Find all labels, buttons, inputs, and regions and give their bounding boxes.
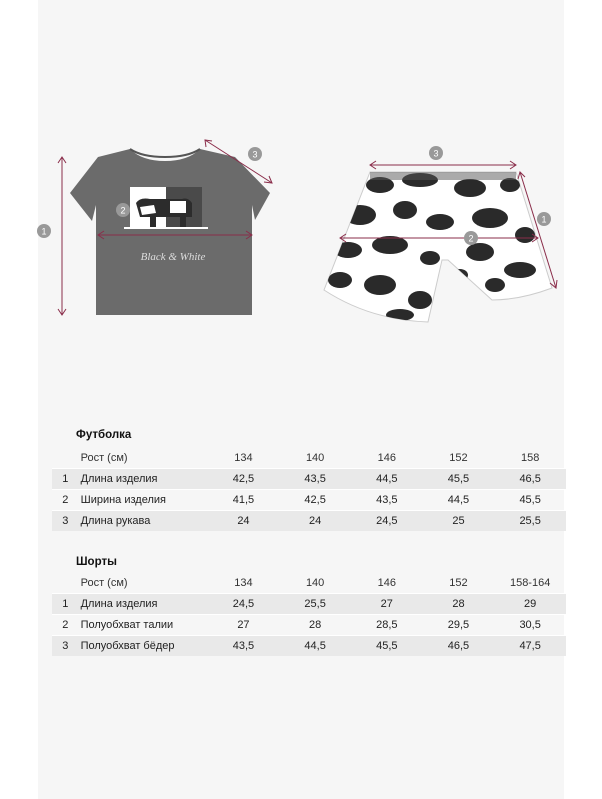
shorts-illustration xyxy=(320,140,560,325)
tshirt-illustration xyxy=(30,135,290,325)
cell-value: 46,5 xyxy=(494,469,566,490)
size-header: 152 xyxy=(449,577,468,589)
header-index xyxy=(52,573,79,594)
tshirt-marker-1: 1 xyxy=(41,226,47,237)
tshirt-size-table xyxy=(52,448,566,531)
cell-value: 43,5 xyxy=(279,469,351,490)
row-index: 2 xyxy=(52,615,79,636)
cell-value: 44,5 xyxy=(279,636,351,657)
cell-value: 46,5 xyxy=(423,636,495,657)
size-chart-card xyxy=(38,0,564,799)
cell-value: 24 xyxy=(208,511,280,532)
size-header: 140 xyxy=(305,577,325,589)
size-header: 158-164 xyxy=(509,577,551,589)
size-header: 134 xyxy=(234,577,253,589)
table-header-row xyxy=(52,573,566,594)
cell-value: 29,5 xyxy=(423,615,495,636)
cell-value: 44,5 xyxy=(423,490,495,511)
cell-value: 24,5 xyxy=(208,594,280,615)
row-index: 3 xyxy=(52,511,79,532)
cell-value: 25,5 xyxy=(494,511,566,532)
shorts-size-table xyxy=(52,573,566,656)
size-header: 146 xyxy=(377,577,396,589)
print-text: Black & White xyxy=(140,251,206,263)
tshirt-marker-2: 2 xyxy=(120,205,126,216)
table-row xyxy=(52,594,566,615)
cell-value: 42,5 xyxy=(279,490,351,511)
cell-value: 29 xyxy=(494,594,566,615)
table-row xyxy=(52,490,566,511)
table-row xyxy=(52,511,566,532)
cell-value: 28 xyxy=(423,594,495,615)
shorts-marker-3: 3 xyxy=(433,148,439,159)
cell-value: 25 xyxy=(423,511,495,532)
row-name: Полуобхват талии xyxy=(79,615,208,636)
size-header: 146 xyxy=(377,452,396,464)
row-name: Длина рукава xyxy=(79,511,208,532)
cell-value: 42,5 xyxy=(208,469,280,490)
cell-value: 45,5 xyxy=(351,636,423,657)
cell-value: 44,5 xyxy=(351,469,423,490)
row-name: Ширина изделия xyxy=(79,490,208,511)
row-index: 2 xyxy=(52,490,79,511)
cell-value: 45,5 xyxy=(423,469,495,490)
cell-value: 25,5 xyxy=(279,594,351,615)
cell-value: 28 xyxy=(279,615,351,636)
row-name: Длина изделия xyxy=(79,469,208,490)
shorts-table-title: Шорты xyxy=(76,556,117,568)
table-header-row xyxy=(52,448,566,469)
cell-value: 30,5 xyxy=(494,615,566,636)
shorts-marker-2: 2 xyxy=(468,233,474,244)
row-name: Полуобхват бёдер xyxy=(79,636,208,657)
header-label: Рост (см) xyxy=(80,577,128,589)
row-index: 1 xyxy=(52,469,79,490)
size-header: 134 xyxy=(234,452,253,464)
tshirt-shape xyxy=(70,149,270,315)
cow-print xyxy=(124,187,208,229)
cell-value: 43,5 xyxy=(208,636,280,657)
cell-value: 27 xyxy=(208,615,280,636)
cell-value: 27 xyxy=(351,594,423,615)
cell-value: 24 xyxy=(279,511,351,532)
cell-value: 43,5 xyxy=(351,490,423,511)
tshirt-table-title: Футболка xyxy=(76,429,132,441)
size-header: 152 xyxy=(449,452,468,464)
cell-value: 28,5 xyxy=(351,615,423,636)
cell-value: 47,5 xyxy=(494,636,566,657)
header-label: Рост (см) xyxy=(80,452,128,464)
shorts-marker-1: 1 xyxy=(541,214,547,225)
table-row xyxy=(52,469,566,490)
tshirt-marker-3: 3 xyxy=(252,149,258,160)
size-header: 158 xyxy=(520,452,540,464)
table-row xyxy=(52,615,566,636)
cell-value: 45,5 xyxy=(494,490,566,511)
size-header: 140 xyxy=(305,452,325,464)
row-index: 1 xyxy=(52,594,79,615)
header-index xyxy=(52,448,79,469)
cell-value: 41,5 xyxy=(208,490,280,511)
table-row xyxy=(52,636,566,657)
row-index: 3 xyxy=(52,636,79,657)
cell-value: 24,5 xyxy=(351,511,423,532)
row-name: Длина изделия xyxy=(79,594,208,615)
